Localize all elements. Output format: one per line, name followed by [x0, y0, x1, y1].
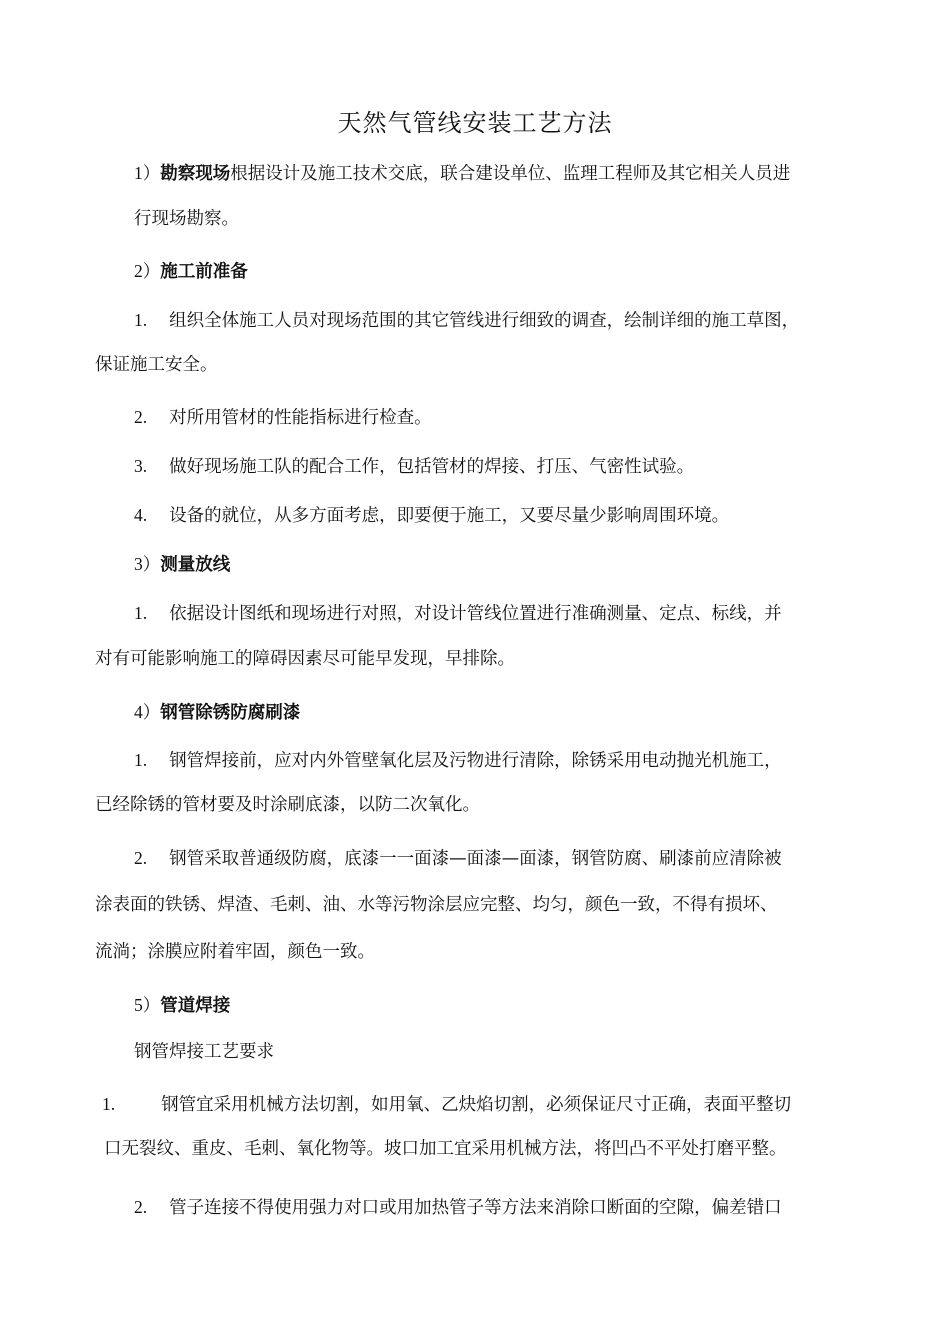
list-text: 设备的就位，从多方面考虑，即要便于施工，又要尽量少影响周围环境。: [169, 506, 730, 526]
section-2-heading: 施工前准备: [160, 262, 248, 282]
list-text: 钢管采取普通级防腐，底漆一一面漆—面漆—面漆，钢管防腐、刷漆前应清除被: [169, 849, 782, 869]
list-text: 管子连接不得使用强力对口或用加热管子等方法来消除口断面的空隙，偏差错口: [169, 1198, 782, 1218]
section-2-heading-line: [134, 259, 248, 284]
section-3-heading-line: [134, 552, 230, 577]
list-number: 2.: [134, 407, 148, 427]
list-number: 1.: [134, 310, 148, 330]
list-number: 3.: [134, 456, 148, 476]
list-text: 钢管宜采用机械方法切割，如用氧、乙炔焰切割，必须保证尺寸正确，表面平整切: [161, 1095, 792, 1115]
section-4-item-1-line-1: [134, 748, 782, 773]
section-3-heading: 测量放线: [160, 555, 231, 575]
section-3-number: 3）: [134, 554, 161, 574]
section-4-heading: 钢管除锈防腐刷漆: [160, 703, 301, 723]
section-1-number: 1）: [134, 163, 161, 183]
list-number: 2.: [134, 848, 148, 868]
section-4-item-2-line-1: [134, 846, 782, 871]
section-1-text: 根据设计及施工技术交底，联合建设单位、监理工程师及其它相关人员进: [230, 164, 791, 184]
section-3-item-1-line-1: [134, 601, 782, 626]
document-title: 天然气管线安装工艺方法: [337, 109, 613, 137]
section-4-number: 4）: [134, 702, 161, 722]
list-text: 依据设计图纸和现场进行对照，对设计管线位置进行准确测量、定点、标线，并: [169, 604, 782, 624]
section-1-heading: 勘察现场: [160, 164, 231, 184]
section-1-line-1: [134, 161, 790, 186]
section-2-item-3: [134, 454, 694, 479]
list-text: 做好现场施工队的配合工作，包括管材的焊接、打压、气密性试验。: [169, 457, 695, 477]
section-4-item-1-line-2: 已经除锈的管材要及时涂刷底漆，以防二次氧化。: [95, 795, 480, 815]
section-5-subheading: 钢管焊接工艺要求: [134, 1042, 274, 1062]
list-number: 1.: [134, 750, 148, 770]
section-5-heading-line: [134, 993, 230, 1018]
section-1-line-2: 行现场勘察。: [134, 209, 239, 229]
list-text: 钢管焊接前，应对内外管壁氧化层及污物进行清除，除锈采用电动抛光机施工，: [169, 751, 782, 771]
section-4-heading-line: [134, 700, 300, 725]
list-number: 1.: [102, 1094, 116, 1114]
section-5-heading: 管道焊接: [160, 996, 231, 1016]
list-number: 1.: [134, 603, 148, 623]
section-5-item-2-line-1: [134, 1195, 782, 1220]
section-2-number: 2）: [134, 261, 161, 281]
list-number: 4.: [134, 505, 148, 525]
list-number: 2.: [134, 1197, 148, 1217]
section-2-item-1-line-1: [134, 308, 799, 333]
section-2-item-1-line-2: 保证施工安全。: [95, 355, 218, 375]
section-2-item-2: [134, 405, 432, 430]
list-text: 对所用管材的性能指标进行检查。: [169, 408, 432, 428]
section-3-item-1-line-2: 对有可能影响施工的障碍因素尽可能早发现，早排除。: [95, 649, 515, 669]
section-5-item-1-line-1: [102, 1092, 791, 1117]
section-5-item-1-line-2: 口无裂纹、重皮、毛刺、氧化物等。坡口加工宜采用机械方法，将凹凸不平处打磨平整。: [104, 1139, 787, 1159]
section-4-item-2-line-3: 流淌；涂膜应附着牢固，颜色一致。: [95, 942, 375, 962]
section-5-number: 5）: [134, 995, 161, 1015]
section-4-item-2-line-2: 涂表面的铁锈、焊渣、毛刺、油、水等污物涂层应完整、均匀，颜色一致，不得有损坏、: [95, 895, 778, 915]
list-text: 组织全体施工人员对现场范围的其它管线进行细致的调查，绘制详细的施工草图，: [169, 311, 800, 331]
section-2-item-4: [134, 503, 729, 528]
